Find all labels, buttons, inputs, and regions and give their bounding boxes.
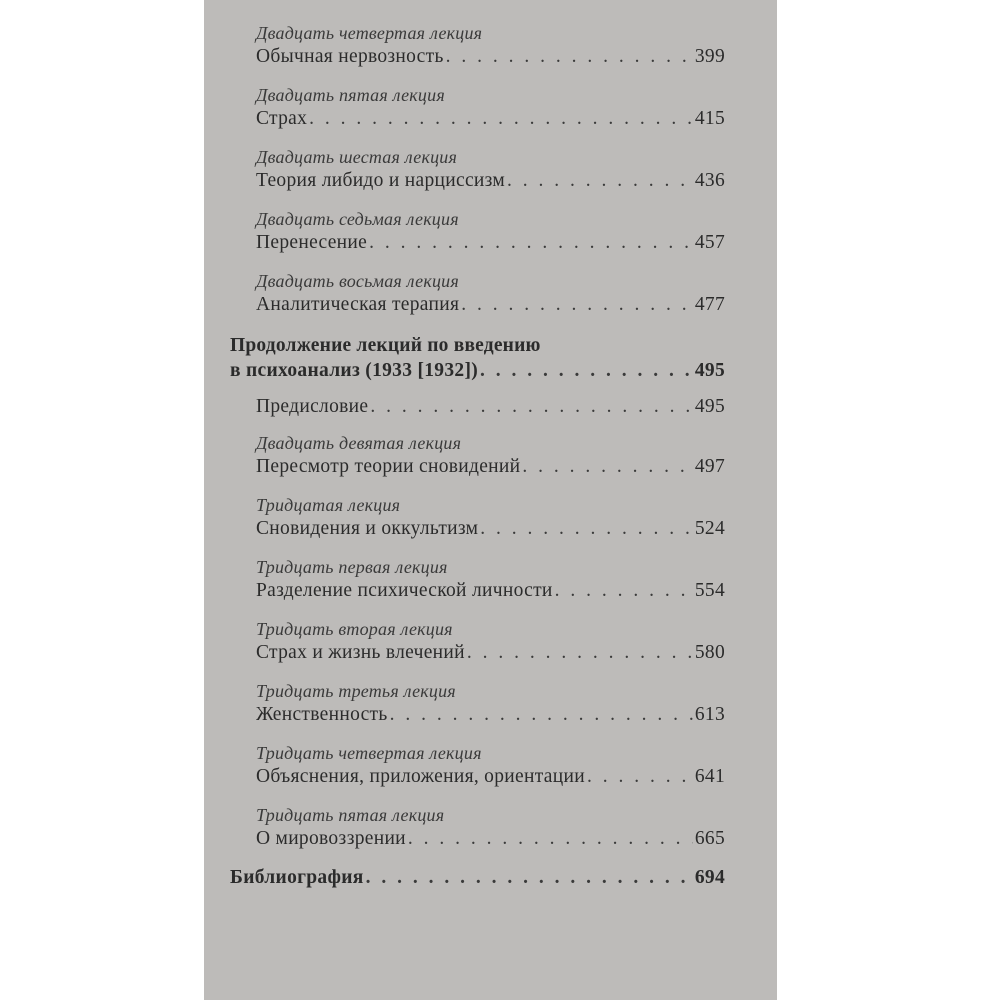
- toc-lecture-33: [256, 680, 725, 727]
- page-number: 665: [694, 828, 725, 849]
- page-number: 613: [694, 704, 725, 725]
- entry-title: Пересмотр теории сновидений: [256, 456, 521, 477]
- page-number: 399: [694, 46, 725, 67]
- dot-leader: [408, 827, 693, 851]
- entry-title: Аналитическая терапия: [256, 294, 460, 315]
- page-number: 694: [694, 867, 725, 888]
- dot-leader: [507, 169, 693, 193]
- entry-title: Обычная нервозность: [256, 46, 444, 67]
- lecture-label: Тридцатая лекция: [256, 495, 401, 515]
- page-number: 580: [694, 642, 725, 663]
- lecture-label: Тридцать третья лекция: [256, 681, 456, 701]
- dot-leader: [467, 641, 693, 665]
- dot-leader: [446, 45, 693, 69]
- entry-title: Перенесение: [256, 232, 368, 253]
- toc-entry: [256, 107, 725, 131]
- dot-leader: [461, 293, 693, 317]
- dot-leader: [369, 231, 693, 255]
- dot-leader: [587, 765, 693, 789]
- book-page: [204, 0, 777, 1000]
- toc-entry: [256, 517, 725, 541]
- toc-bibliography: [230, 866, 725, 890]
- toc-lecture-24: [256, 22, 725, 69]
- toc-lecture-31: [256, 556, 725, 603]
- lecture-label: Двадцать седьмая лекция: [256, 209, 459, 229]
- toc-lecture-30: [256, 494, 725, 541]
- toc-entry: [256, 641, 725, 665]
- page-number: 495: [694, 396, 725, 417]
- entry-title: Страх и жизнь влечений: [256, 642, 465, 663]
- entry-title: Объяснения, приложения, ориентации: [256, 766, 585, 787]
- toc-lecture-32: [256, 618, 725, 665]
- entry-title: Библиография: [230, 867, 364, 888]
- toc-entry: [230, 866, 725, 890]
- toc-entry: [230, 359, 725, 383]
- lecture-label: Тридцать пятая лекция: [256, 805, 445, 825]
- page-number: 554: [694, 580, 725, 601]
- lecture-label: Двадцать четвертая лекция: [256, 23, 483, 43]
- lecture-label: Двадцать восьмая лекция: [256, 271, 459, 291]
- toc-entry: [256, 765, 725, 789]
- entry-title: Предисловие: [256, 396, 369, 417]
- entry-title: Разделение психической личности: [256, 580, 553, 601]
- page-number: 477: [694, 294, 725, 315]
- toc-preface: [256, 395, 725, 419]
- dot-leader: [480, 359, 693, 383]
- section-heading-line1: Продолжение лекций по введению: [230, 335, 541, 356]
- dot-leader: [309, 107, 693, 131]
- lecture-label: Тридцать вторая лекция: [256, 619, 453, 639]
- toc-section-heading: [230, 333, 725, 383]
- dot-leader: [390, 703, 693, 727]
- toc-entry: [256, 579, 725, 603]
- lecture-label: Двадцать пятая лекция: [256, 85, 445, 105]
- lecture-label: Тридцать четвертая лекция: [256, 743, 482, 763]
- table-of-contents: [230, 22, 725, 890]
- toc-entry: [256, 827, 725, 851]
- toc-lecture-29: [256, 432, 725, 479]
- entry-title: Теория либидо и нарциссизм: [256, 170, 506, 191]
- toc-lecture-28: [256, 270, 725, 317]
- dot-leader: [366, 866, 693, 890]
- toc-entry: [256, 455, 725, 479]
- toc-lecture-35: [256, 804, 725, 851]
- toc-entry: [256, 703, 725, 727]
- page-number: 457: [694, 232, 725, 253]
- page-number: 415: [694, 108, 725, 129]
- page-number: 641: [694, 766, 725, 787]
- section-heading-line2: в психоанализ (1933 [1932]): [230, 360, 479, 381]
- toc-lecture-26: [256, 146, 725, 193]
- lecture-label: Тридцать первая лекция: [256, 557, 448, 577]
- page-number: 436: [694, 170, 725, 191]
- entry-title: Сновидения и оккультизм: [256, 518, 479, 539]
- dot-leader: [480, 517, 693, 541]
- lecture-label: Двадцать девятая лекция: [256, 433, 462, 453]
- toc-lecture-25: [256, 84, 725, 131]
- toc-entry: [256, 169, 725, 193]
- toc-entry: [256, 395, 725, 419]
- entry-title: Страх: [256, 108, 308, 129]
- toc-entry: [256, 293, 725, 317]
- toc-entry: [256, 231, 725, 255]
- lecture-label: Двадцать шестая лекция: [256, 147, 458, 167]
- page-number: 524: [694, 518, 725, 539]
- dot-leader: [522, 455, 692, 479]
- dot-leader: [555, 579, 693, 603]
- dot-leader: [370, 395, 693, 419]
- page-number: 497: [694, 456, 725, 477]
- toc-entry: [256, 45, 725, 69]
- toc-lecture-34: [256, 742, 725, 789]
- toc-lecture-27: [256, 208, 725, 255]
- page-number: 495: [694, 360, 725, 381]
- entry-title: О мировоззрении: [256, 828, 406, 849]
- entry-title: Женственность: [256, 704, 388, 725]
